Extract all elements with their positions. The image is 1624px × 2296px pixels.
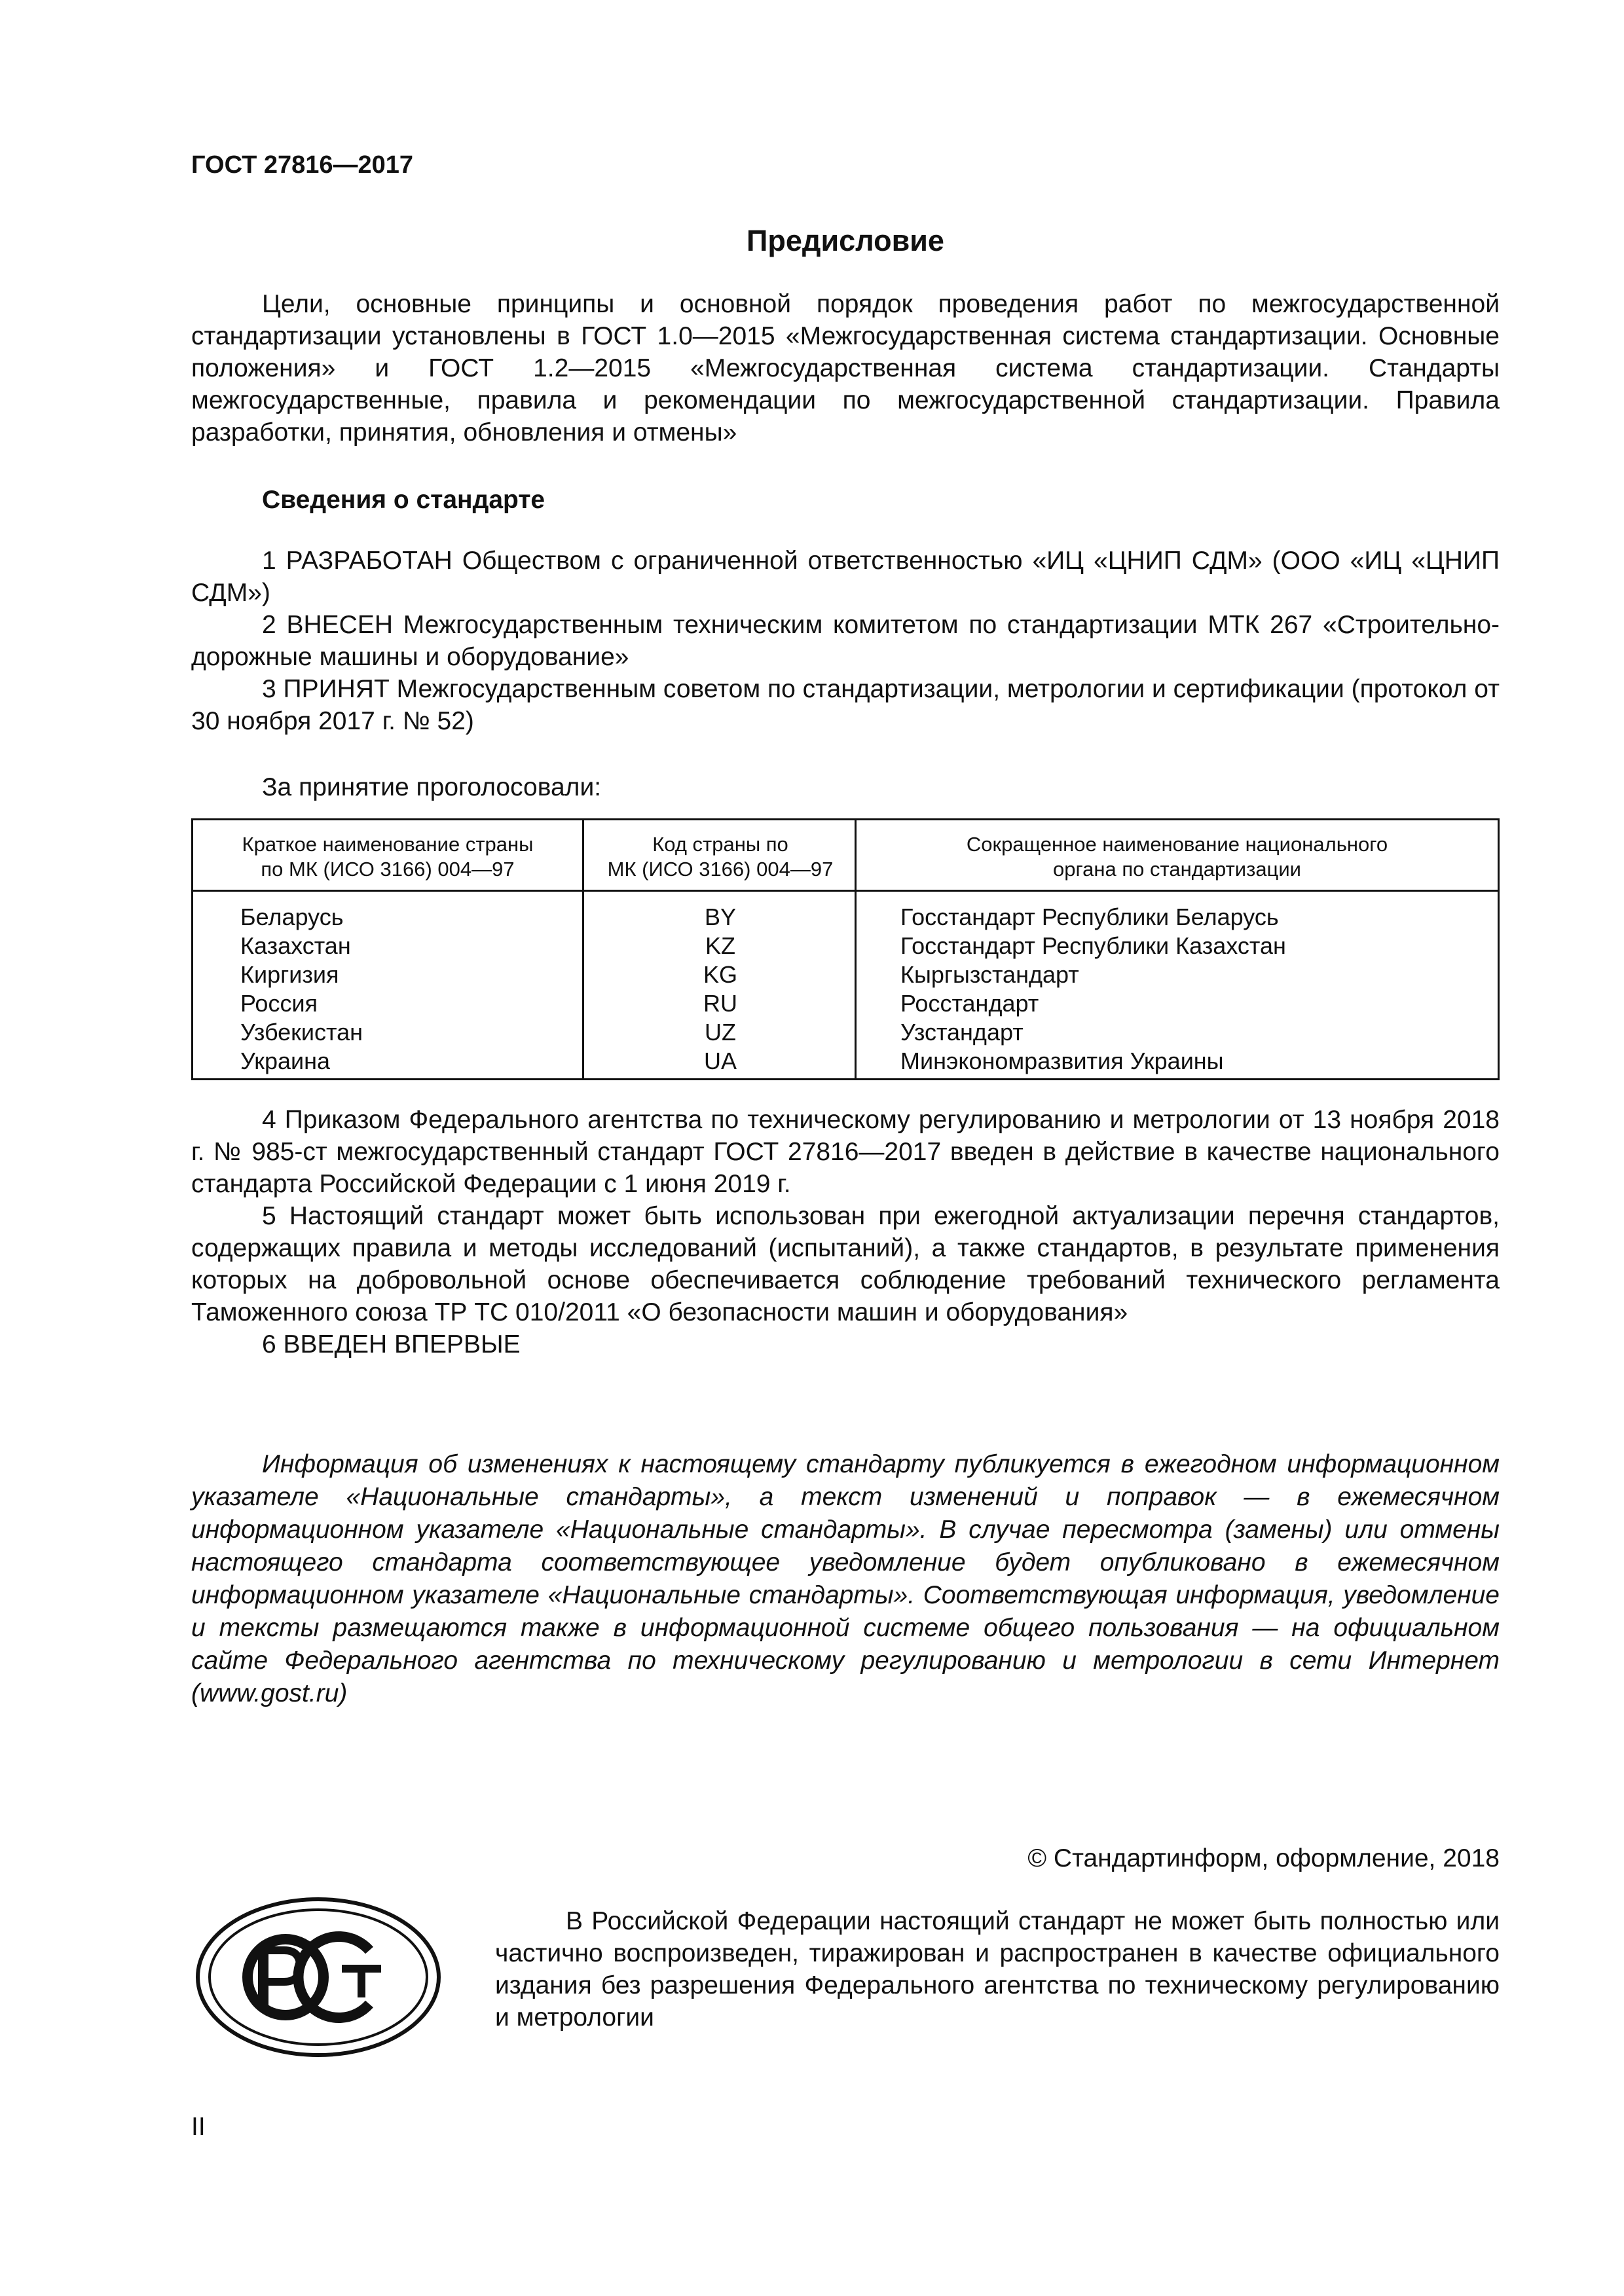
copyright-line: © Стандартинформ, оформление, 2018: [1027, 1844, 1500, 1872]
document-code: ГОСТ 27816—2017: [191, 151, 414, 179]
intro-paragraph: Цели, основные принципы и основной порядок проведения работ по межгосударственной стандартизации установлены в ГОСТ 1.0—2015 «Межгосударственная система стандартизации. Основные положения» и ГОСТ 1.2—2015 «Межгосударственная система стандартизации. Стандарты межгосударственные, правила и рекомендации по межгосударственной стандартизации. Правила разработки, принятия, обновления и отмены»: [191, 290, 1500, 446]
page-title: Предисловие: [747, 224, 944, 257]
table-cell-body: Госстандарт Республики Беларусь: [900, 903, 1279, 930]
header-line: Краткое наименование страны: [242, 833, 534, 856]
table-cell-code: BY: [704, 903, 737, 930]
table-cell-code: UA: [703, 1048, 737, 1074]
info-item-3: 3 ПРИНЯТ Межгосударственным советом по стандартизации, метрологии и сертификации (протокол от 30 ноября 2017 г. № 52): [191, 675, 1500, 735]
rst-conformity-mark-icon: [194, 1895, 443, 2059]
vote-intro: За принятие проголосовали:: [262, 773, 602, 801]
header-line: МК (ИСО 3166) 004—97: [607, 858, 834, 881]
table-cell-code: KG: [703, 961, 737, 988]
header-line: по МК (ИСО 3166) 004—97: [261, 858, 515, 881]
table-cell-body: Кыргызстандарт: [900, 961, 1079, 988]
info-item-2: 2 ВНЕСЕН Межгосударственным техническим комитетом по стандартизации МТК 267 «Строительно-дорожные машины и оборудование»: [191, 611, 1500, 671]
header-line: Код страны по: [652, 833, 788, 856]
table-cell-body: Росстандарт: [900, 990, 1039, 1017]
table-cell-country: Казахстан: [240, 932, 351, 959]
table-cell-body: Госстандарт Республики Казахстан: [900, 932, 1286, 959]
table-header-country: [193, 832, 582, 882]
info-item-1: 1 РАЗРАБОТАН Обществом с ограниченной ответственностью «ИЦ «ЦНИП СДМ» (ООО «ИЦ «ЦНИП СДМ»): [191, 547, 1500, 607]
header-line: Сокращенное наименование национального: [966, 833, 1388, 856]
info-item-5: 5 Настоящий стандарт может быть использован при ежегодной актуализации перечня стандартов, содержащих правила и методы исследований (испытаний), а также стандартов, в результате применения которых на добровольной основе обеспечивается соблюдение требований технического регламента Таможенного союза ТР ТС 010/2011 «О безопасности машин и оборудования»: [191, 1202, 1500, 1326]
table-cell-country: Киргизия: [240, 961, 339, 988]
info-item-6: 6 ВВЕДЕН ВПЕРВЫЕ: [262, 1330, 521, 1358]
table-cell-country: Украина: [240, 1048, 331, 1074]
table-cell-country: Россия: [240, 990, 318, 1017]
reproduction-notice: В Российской Федерации настоящий стандарт не может быть полностью или частично воспроизведен, тиражирован и распространен в качестве официального издания без разрешения Федерального агентства по техническому регулированию и метрологии: [495, 1907, 1500, 2032]
page-number: II: [191, 2113, 206, 2141]
column-body: [855, 820, 1498, 1078]
vote-table: [191, 818, 1500, 1080]
table-cell-body: Минэкономразвития Украины: [900, 1048, 1224, 1074]
info-item-4: 4 Приказом Федерального агентства по техническому регулированию и метрологии от 13 ноября 2018 г. № 985-ст межгосударственный стандарт ГОСТ 27816—2017 введен в действие в качестве национального стандарта Российской Федерации с 1 июня 2019 г.: [191, 1106, 1500, 1198]
table-header-code: [584, 832, 857, 882]
table-cell-code: KZ: [705, 932, 735, 959]
table-cell-body: Узстандарт: [900, 1019, 1024, 1046]
column-code: [582, 820, 857, 1078]
table-cell-country: Узбекистан: [240, 1019, 363, 1046]
column-country: [193, 820, 582, 1078]
header-line: органа по стандартизации: [1053, 858, 1301, 881]
table-cell-code: UZ: [705, 1019, 736, 1046]
standard-info-heading: Сведения о стандарте: [262, 486, 545, 514]
table-cell-country: Беларусь: [240, 903, 344, 930]
change-info-paragraph: Информация об изменениях к настоящему стандарту публикуется в ежегодном информационном указателе «Национальные стандарты», а текст изменений и поправок — в ежемесячном информационном указателе «Национальные стандарты». В случае пересмотра (замены) или отмены настоящего стандарта соответствующее уведомление будет опубликовано в ежемесячном информационном указателе «Национальные стандарты». Соответствующая информация, уведомление и тексты размещаются также в информационной системе общего пользования — на официальном сайте Федерального агентства по техническому регулированию и метрологии в сети Интернет (www.gost.ru): [191, 1450, 1500, 1707]
table-cell-code: RU: [703, 990, 737, 1017]
table-header-body: [857, 832, 1498, 882]
